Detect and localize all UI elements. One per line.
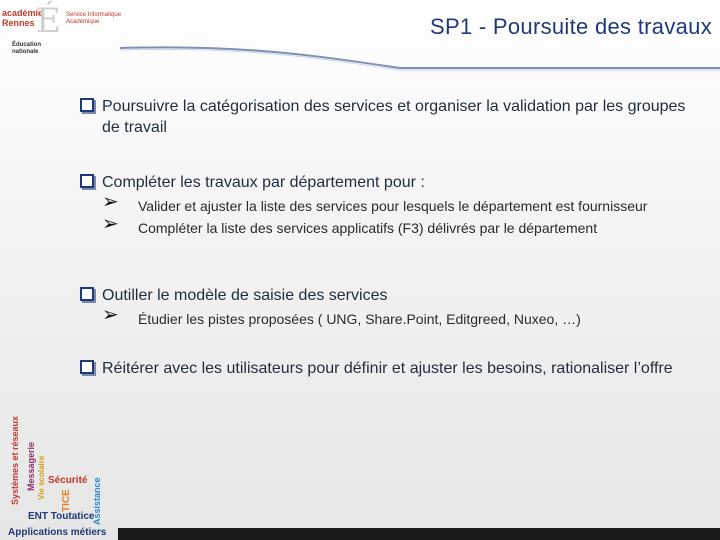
arrow-bullet-icon: ➢ — [102, 191, 119, 213]
checkbox-bullet-icon — [80, 360, 94, 374]
sidebar-branding — [0, 405, 120, 540]
bullet-main — [80, 358, 700, 379]
bullet-item — [80, 172, 700, 241]
bullet-main — [80, 285, 700, 306]
sub-item-text: Étudier les pistes proposées ( UNG, Share.Point, Editgreed, Nuxeo, …) — [138, 311, 581, 327]
sub-item — [80, 304, 700, 328]
bottom-bar — [118, 528, 720, 540]
slide-title: SP1 - Poursuite des travaux — [429, 14, 712, 39]
sidebar-systemes: Systèmes et réseaux — [10, 415, 20, 505]
checkbox-bullet-icon — [80, 98, 94, 112]
sub-item-text: Valider et ajuster la liste des services pour lesquels le département est fournisseur — [138, 198, 648, 214]
bullet-text: Outiller le modèle de saisie des services — [102, 287, 388, 304]
sidebar-securite: Sécurité — [48, 475, 88, 486]
sidebar-vie-scolaire: Vie scolaire — [37, 455, 46, 500]
checkbox-bullet-icon — [80, 287, 94, 301]
bullet-text: Poursuivre la catégorisation des services et organiser la validation par les groupes de travail — [102, 98, 686, 136]
logo-educ-text: Éducation nationale — [12, 42, 42, 55]
bullet-main — [80, 96, 700, 138]
sidebar-assistance: Assistance — [92, 477, 102, 525]
logo-e-glyph: É — [36, 1, 61, 41]
sub-item — [80, 191, 700, 215]
sub-list — [80, 304, 700, 328]
bullet-main — [80, 172, 700, 193]
arrow-bullet-icon: ➢ — [102, 213, 119, 235]
logo-service-text: Service Informatique Académique — [66, 12, 122, 25]
bullet-item — [80, 96, 700, 138]
sidebar-ent: ENT Toutatice — [28, 511, 95, 522]
academie-logo — [2, 2, 122, 60]
sub-list — [80, 191, 700, 237]
sidebar-applications: Applications métiers — [8, 527, 107, 538]
logo-academie-text: académie Rennes — [2, 8, 44, 28]
arrow-bullet-icon: ➢ — [102, 304, 119, 326]
checkbox-bullet-icon — [80, 174, 94, 188]
bullet-item — [80, 285, 700, 332]
bullet-item — [80, 358, 700, 379]
bullet-text: Compléter les travaux par département pour : — [102, 174, 425, 191]
bullet-text: Réitérer avec les utilisateurs pour définir et ajuster les besoins, rationaliser l’offre — [102, 360, 673, 377]
sub-item-text: Compléter la liste des services applicatifs (F3) délivrés par le département — [138, 220, 598, 236]
sub-item — [80, 213, 700, 237]
sidebar-tice: TICE — [61, 489, 72, 512]
sidebar-messagerie: Messagerie — [26, 441, 36, 491]
